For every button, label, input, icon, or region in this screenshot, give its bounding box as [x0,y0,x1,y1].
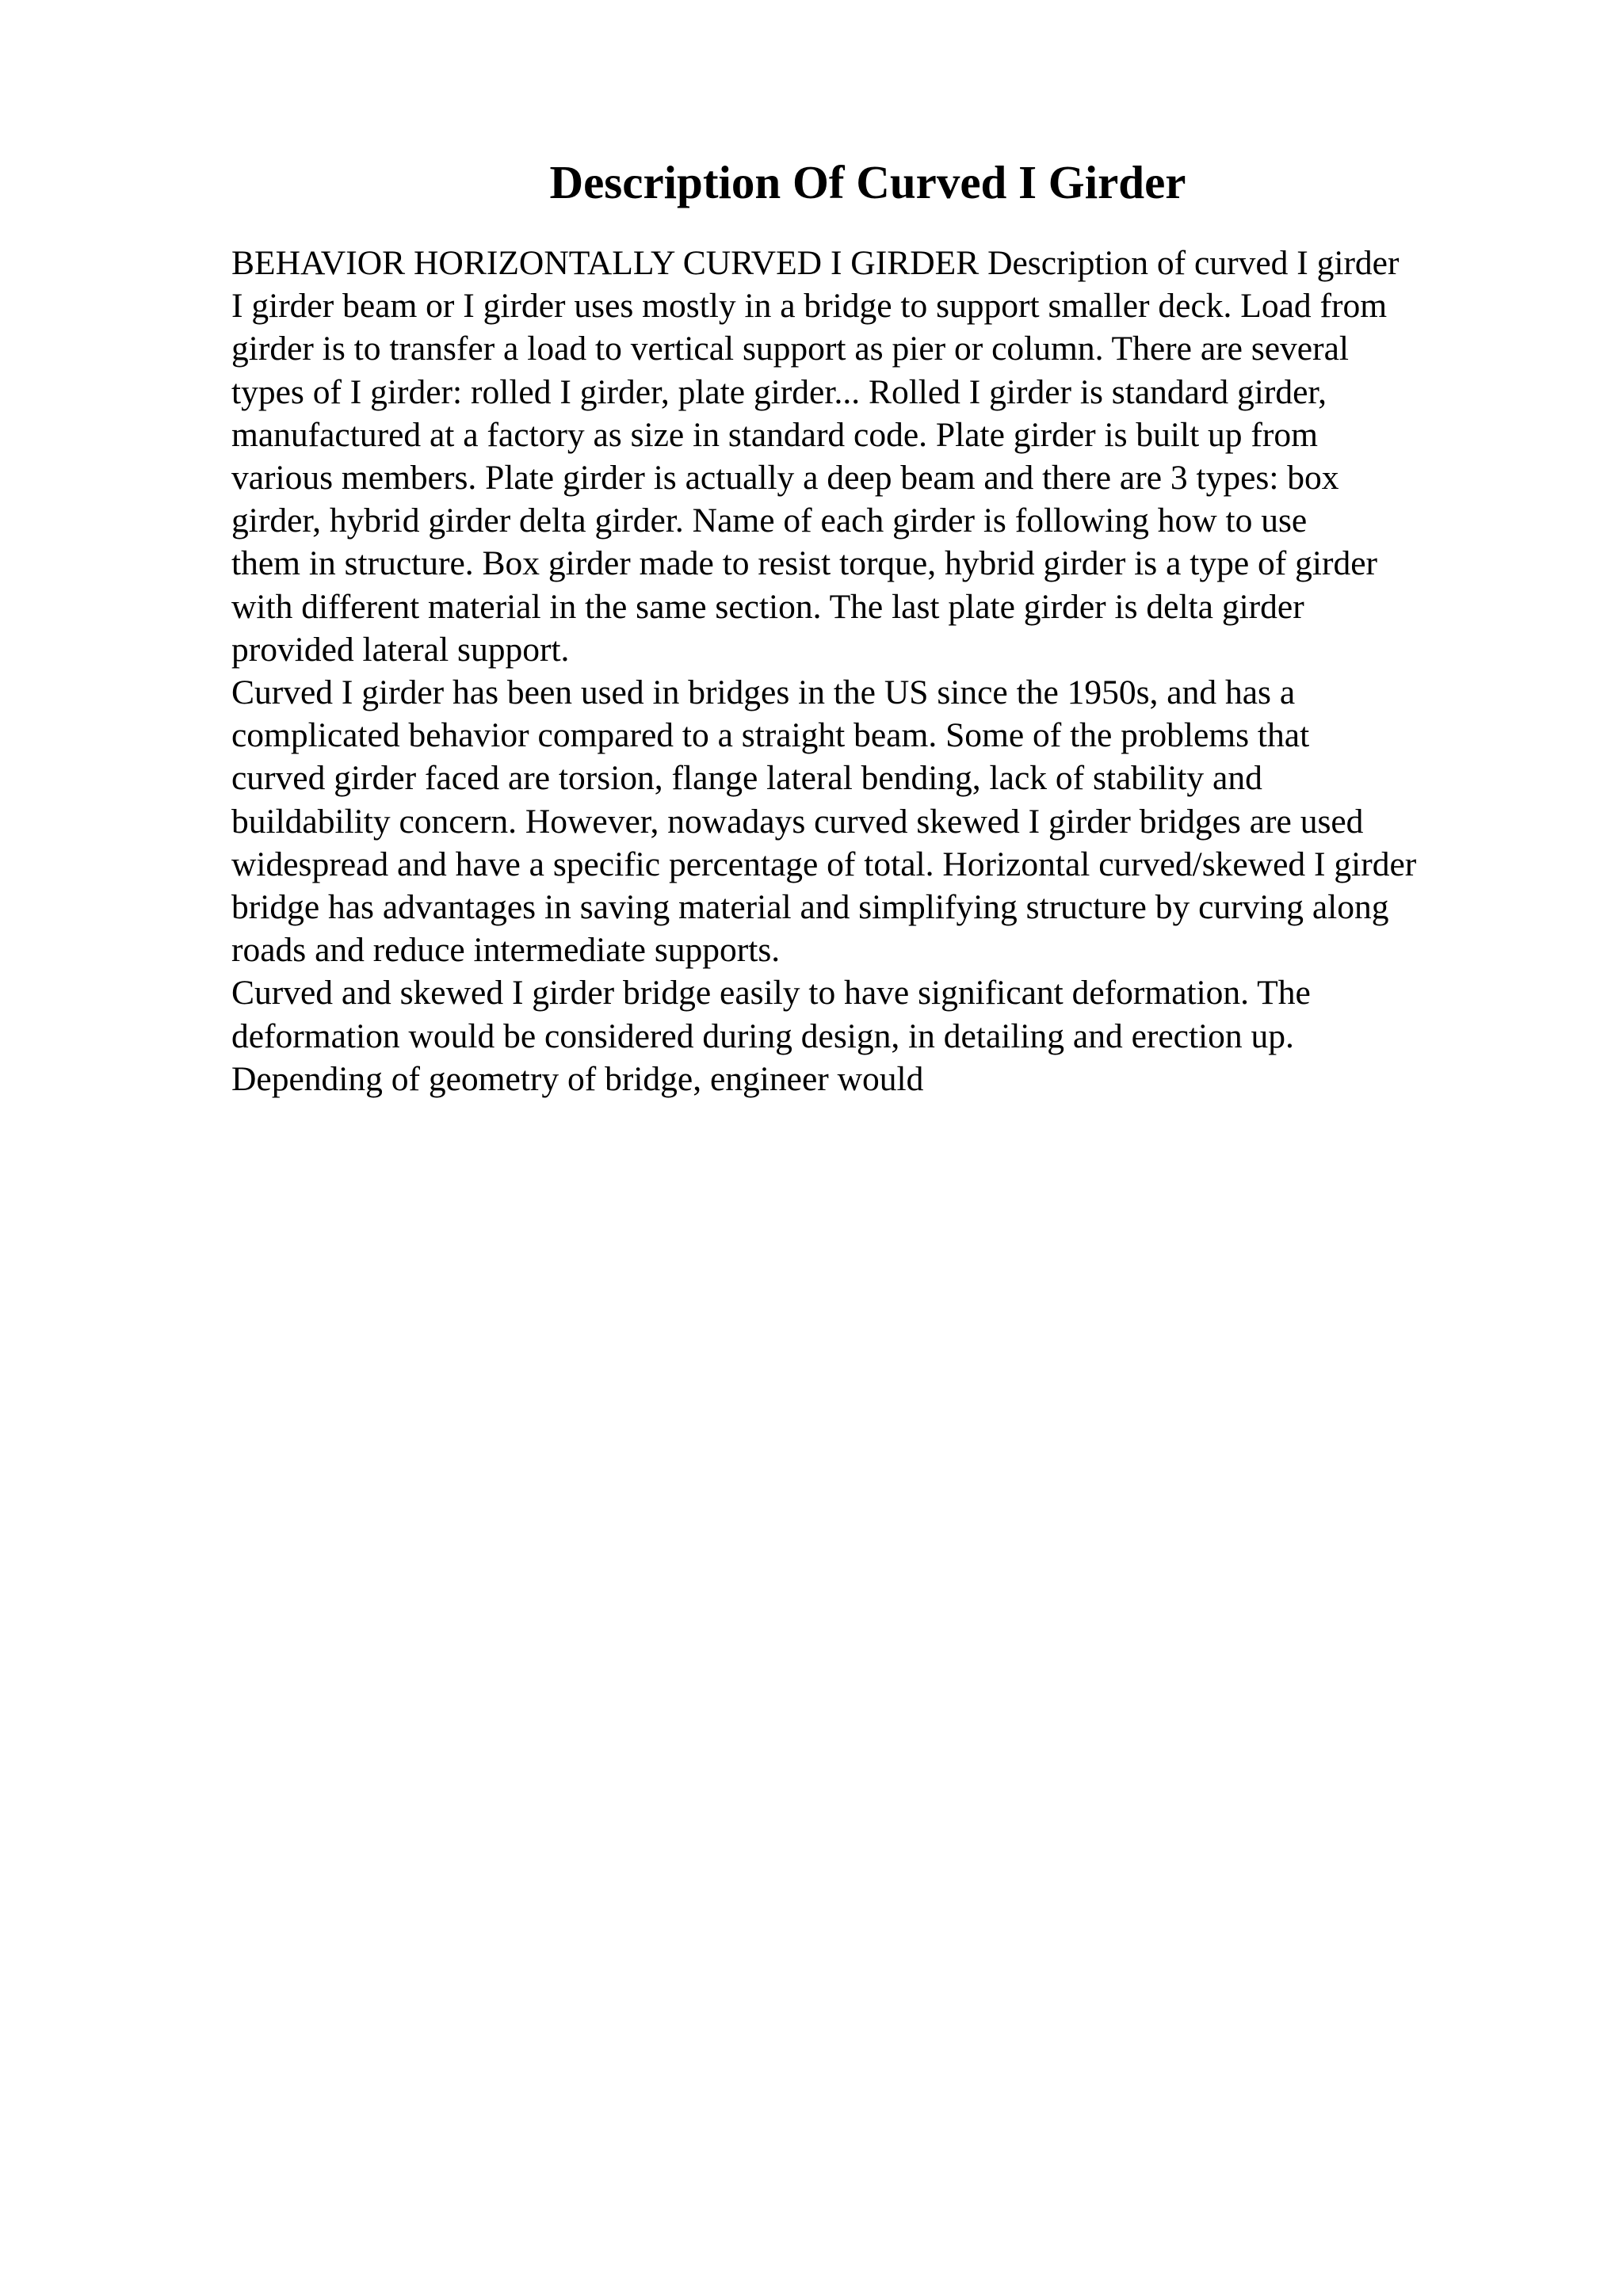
body-line: I girder beam or I girder uses mostly in a bridge to support smaller deck. Load from [231,287,1388,326]
body-line: Depending of geometry of bridge, engineer would [231,1059,924,1098]
body-line: deformation would be considered during design, in detailing and erection up. [231,1016,1294,1055]
body-line: Curved I girder has been used in bridges in the US since the 1950s, and has a [231,673,1296,712]
body-line: Curved and skewed I girder bridge easily to have significant deformation. The [231,974,1311,1013]
body-line: girder is to transfer a load to vertical support as pier or column. There are several [231,330,1349,368]
body-line: manufactured at a factory as size in standard code. Plate girder is built up from [231,415,1318,454]
body-line: them in structure. Box girder made to resist torque, hybrid girder is a type of girder [231,544,1377,583]
body-line: types of I girder: rolled I girder, plate girder... Rolled I girder is standard girder, [231,372,1327,411]
body-line: complicated behavior compared to a straight beam. Some of the problems that [231,716,1310,755]
body-line: buildability concern. However, nowadays curved skewed I girder bridges are used [231,802,1364,841]
body-line: roads and reduce intermediate supports. [231,931,781,970]
body-line: girder, hybrid girder delta girder. Name of each girder is following how to use [231,502,1308,540]
document-body [231,242,1515,1100]
body-line: BEHAVIOR HORIZONTALLY CURVED I GIRDER Description of curved I girder [231,244,1400,282]
document-title: Description Of Curved I Girder [549,156,1186,208]
body-line: bridge has advantages in saving material and simplifying structure by curving along [231,888,1389,927]
body-line: curved girder faced are torsion, flange lateral bending, lack of stability and [231,759,1262,798]
body-line: widespread and have a specific percentage of total. Horizontal curved/skewed I girder [231,845,1417,883]
body-line: with different material in the same section. The last plate girder is delta girder [231,587,1304,626]
body-line: provided lateral support. [231,630,570,669]
body-line: various members. Plate girder is actually a deep beam and there are 3 types: box [231,459,1339,498]
